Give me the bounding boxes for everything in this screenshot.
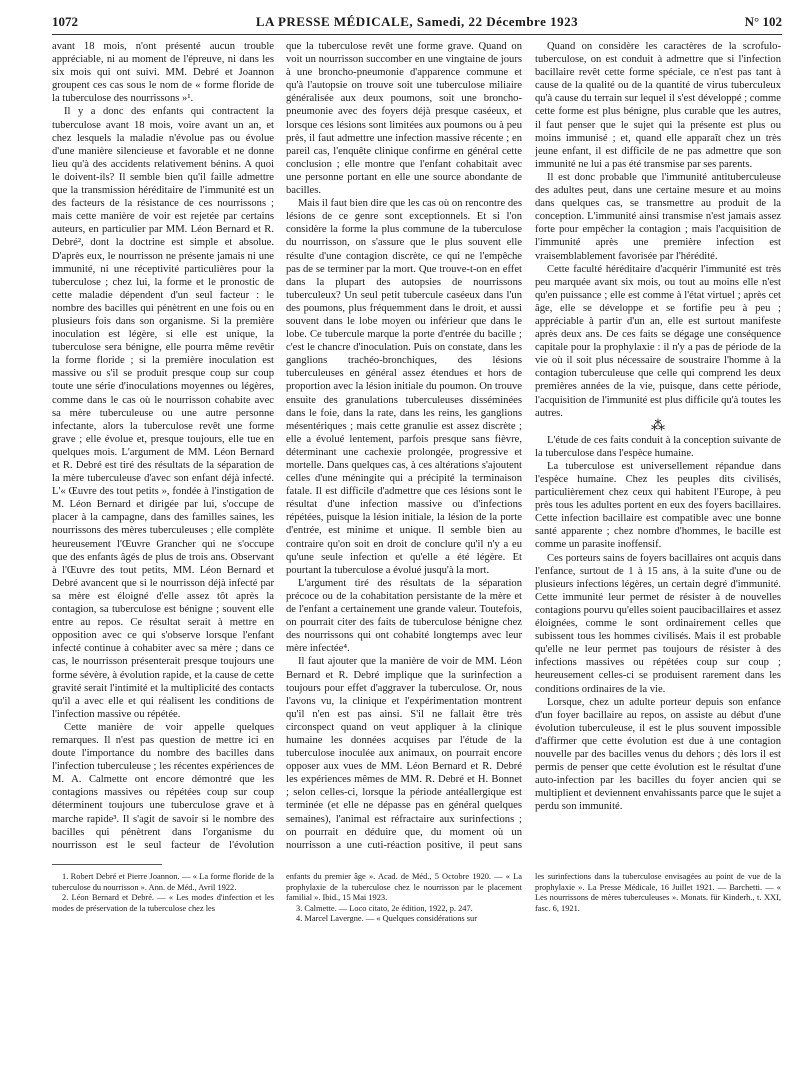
section-separator: ⁂ — [651, 418, 665, 434]
paragraph: L'étude de ces faits conduit à la conception suivante de la tuberculose dans l'espèce humaine. — [535, 434, 781, 459]
footnotes-left — [52, 872, 274, 914]
page-number: 1072 — [52, 14, 78, 29]
paragraph: Lorsque, chez un adulte porteur depuis son enfance d'un foyer bacillaire au repos, on assiste au début d'une évolution tuberculeuse, il est le plus souvent impossible d'affirmer que cette évolution est due à une contagion nouvelle par des bacilles venus du dehors ; dès lors il est permis de penser que cette évolution est le résultat d'une auto-infection par les bacilles du foyer ancien qui se multiplient et deviennent envahissants parce que le sujet a perdu son immunité. — [535, 696, 781, 813]
header-rule — [52, 34, 782, 35]
footnotes-right — [535, 872, 781, 914]
paragraph: L'argument tiré des résultats de la séparation précoce ou de la cohabitation persistante de la mère et de l'enfant a certainement une grande valeur. Toutefois, on pourrait citer des faits de tuberculose bénigne chez des nourrissons qui ont cohabité longtemps avec leur mère infectée⁴. — [286, 577, 522, 655]
paragraph: Cette manière de voir appelle quelques remarques. Il n'est pas question de mettre ici en doute l'importance du nombre des bacilles dans l'infection tuberculeuse ; les récentes expériences de M. A. Calmette ont encore démontré que les contagions massives ou répétées coup sur coup déterminent toujours une tuberculose grave et à marche rapide³. Il s'agit de savoir si le nombre des bacilles qui pénètrent dans l'organisme du nourrisson est le seul facteur de l'évolution — [52, 721, 274, 851]
paragraph: Mais il faut bien dire que les cas où on rencontre des lésions de ce genre sont exceptionnels. Et si l'on considère la forme la plus commune de la tuberculose du nourrisson, on s'assure que le plus souvent elle résulte d'une contagion discrète, ce qui ne l'empêche pas de se terminer par la mort. Que trouve-t-on en effet dans la plupart des autopsies de nourrissons tuberculeux? Un seul petit tubercule caséeux dans l'un des poumons, plus fréquemment dans le droit, et aussi souvent dans le lobe moyen ou inférieur que dans le lobe. Ce tubercule marque la porte d'entrée du bacille ; c'est le chancre d'inoculation. Puis on constate, dans les ganglions trachéo-bronchiques, des lésions tuberculeuses en général assez étendues et hors de proportion avec la lésion initiale du poumon. On trouve ensuite des granulations tuberculeuses disséminées dans le foie, dans la rate, dans les reins, les ganglions mésentériques ; mais cette granulie est assez discrète ; elle a évolué lentement, parfois presque sans fièvre, déterminant une cachexie prolongée, progressive et mortelle. Dans quelques cas, à ces altérations s'ajoutent celles d'une méningite qui a précipité la terminaison fatale. Il est difficile d'admettre que ces lésions sont le résultat d'une infection massive ou d'infections répétées, puisque la lésion initiale, la lésion de la porte d'entrée, est minime et unique. Il semble bien au contraire qu'on soit en droit de conclure qu'il n'y a eu qu'une seule infection et qu'elle a été légère. Et pourtant la tuberculose a évolué jusqu'à la mort. — [286, 198, 522, 576]
footnote: 2. Léon Bernard et Debré. — « Les modes d'infection et les modes de préservation de la tuberculose chez les — [52, 893, 274, 913]
footnote-rule — [52, 864, 162, 865]
issue-number: N° 102 — [744, 14, 782, 29]
paragraph: avant 18 mois, n'ont présenté aucun trouble appréciable, ni au moment de l'épreuve, ni dans les six mois qui ont suivi. MM. Debré et Joannon groupent ces cas sous le nom de « forme floride de la tuberculose des nourrissons »¹. — [52, 41, 274, 105]
paragraph: Cette faculté héréditaire d'acquérir l'immunité est très peu marquée avant six mois, ou tout au moins elle n'est qu'en puissance ; elle est comme à l'état virtuel ; après cet âge, elle se développe et se fortifie peu à peu ; appréciable à partir d'un an, elle est surtout manifeste après deux ans. De ces faits se dégage une conséquence capitale pour la prophylaxie : il n'y a pas de période de la vie où il soit plus nécessaire de soustraire l'homme à la contagion tuberculeuse que celle qui comprend les deux premières années de la vie, puisque, dans cette période, l'acquisition de l'immunité est plus difficile qu'à toutes les autres. — [535, 263, 781, 419]
paragraph: Il faut ajouter que la manière de voir de MM. Léon Bernard et R. Debré implique que la surinfection a toujours pour effet d'aggraver la tuberculose. Or, nous l'avons vu, la clinique et l'expérimentation montrent qu'il n'en est pas ainsi. S'il ne fallait être très circonspect quand on veut appliquer à la clinique humaine les données acquises par l'étude de la tuberculose inoculée aux animaux, on pourrait encore opposer aux vues de MM. Léon Bernard et R. Debré les expériences mêmes de MM. R. Debré et H. Bonnet ; selon celles-ci, lorsque la période antéallergique est terminée (et elle ne dépasse pas en général quelques semaines), l'animal est réfractaire aux surinfections ; on pourrait en déduire que, du moment où un nourrisson a une cuti-réaction positive, il peut sans — [286, 656, 522, 851]
paragraph: Ces porteurs sains de foyers bacillaires ont acquis dans l'enfance, surtout de 1 à 15 ans, à la suite d'une ou de plusieurs infections légères, un certain degré d'immunité. Cette immunité leur permet de résister à de nouvelles contagions pourvu qu'elles soient paucibacillaires et assez éloignées, comme le sont ordinairement celles que subissent tous les hommes civilisés. Mais il est probable qu'elle ne leur permet pas toujours de résister à des infections massives ou répétées coup sur coup ; heureusement celles-ci se produisent rarement dans les conditions ordinaires de la vie. — [535, 552, 781, 695]
footnote: enfants du premier âge ». Acad. de Méd., 5 Octobre 1920. — « La prophylaxie de la tuberculose chez le nourrisson par le placement familial ». Ibid., 15 Mai 1923. — [286, 872, 522, 903]
footnotes-middle — [286, 872, 522, 925]
paragraph: Il est donc probable que l'immunité antituberculeuse des adultes peut, dans une certaine mesure et au moins dans quelques cas, se transmettre au produit de la conception. L'immunité ainsi transmise n'est jamais assez forte pour empêcher la contagion ; mais l'acquisition de l'immunité après une première infection est vraisemblablement favorisée par l'hérédité. — [535, 171, 781, 262]
footnote: les surinfections dans la tuberculose envisagées au point de vue de la prophylaxie ». La Presse Médicale, 16 Juillet 1921. — Barchetti. — « Les nourrissons de mères tuberculeuses ». Monats. für Kinderh., t. XXI, fasc. 6, 1921. — [535, 872, 781, 913]
footnote: 4. Marcel Lavergne. — « Quelques considérations sur — [296, 914, 478, 924]
paragraph: La tuberculose est universellement répandue dans l'espèce humaine. Chez les peuples dits civilisés, particulièrement chez ceux qui habitent l'Europe, à peu près tous les adultes portent en eux des foyers bacillaires. Cette infection bacillaire est compatible avec une bonne santé apparente ; chez nombre d'hommes, le bacille est comme un parasite inoffensif. — [535, 460, 781, 551]
paragraph: que la tuberculose revêt une forme grave. Quand on voit un nourrisson succomber en une vingtaine de jours à une broncho-pneumonie d'apparence commune et qu'à l'autopsie on trouve soit une tuberculose miliaire généralisée aux deux poumons, soit une broncho-pneumonie avec des foyers déjà presque caséeux, et lorsque ces lésions sont limitées aux poumons ou à peu près, il faut admettre une infection massive récente ; en pareil cas, l'enquête clinique confirme en général cette conclusion ; elle montre que l'enfant cohabitait avec une personne portant en elle une source abondante de bacilles. — [286, 41, 522, 197]
journal-title: LA PRESSE MÉDICALE, Samedi, 22 Décembre 1923 — [255, 14, 579, 29]
paragraph: Il y a donc des enfants qui contractent la tuberculose avant 18 mois, voire avant un an, et chez lesquels la maladie n'évolue pas ou évolue d'une manière silencieuse et favorable et ne donne lieu qu'à des accidents relativement bénins. A quoi le doivent-ils? Il semble bien qu'il faille admettre que la transmission héréditaire de l'immunité est un des facteurs de la résistance de ces nourrissons ; mais cette manière de voir est rejetée par certains auteurs, en particulier par MM. Léon Bernard et R. Debré², dont la doctrine est simple et absolue. D'après eux, le nourrisson ne présente jamais ni une immunité, ni une réceptivité particulières pour la tuberculose ; chez lui, la forme et le pronostic de cette maladie dépendent d'un seul facteur : le nombre des bacilles qui pénètrent en une fois ou en plusieurs fois dans son organisme. Si la première inoculation est légère, si elle est unique, la tuberculose sera bénigne, elle pourra même revêtir la forme floride ; si la première inoculation est massive ou s'il se produit presque coup sur coup toute une série d'inoculations moyennes ou légères, comme dans le cas où le nourrisson cohabite avec sa mère tuberculeuse ou une autre personne infectante, alors la tuberculose revêt une forme grave ; elle évolue et, presque toujours, elle tue en quelques mois. L'argument de MM. Léon Bernard et R. Debré est tiré des résultats de la séparation de la mère tuberculeuse d'avec son enfant déjà infecté. L'« Œuvre des tout petits », fondée à l'instigation de M. Léon Bernard et dirigée par lui, s'occupe de placer à la campagne, dans des familles saines, les nourrissons des mères tuberculeuses ; elle complète heureusement l'Œuvre Grancher qui ne s'occupe que des enfants âgés de plus de trois ans. Observant à l'Œuvre des tout petits, MM. Léon Bernard et Debré avancent que si le nourrisson déjà infecté par sa mère est éloigné d'elle assez tôt après la contagion, sa tuberculose est bénigne ; souvent elle entre au repos. Ce résultat serait à mettre en opposition avec ce qui s'observe lorsque l'enfant infecté continue à cohabiter avec sa mère ; dans ce cas, le nourrisson présenterait presque toujours une forme sévère, à évolution rapide, et la cause de cette gravité serait l'intimité et la multiplicité des contacts qu'il a avec elle et qui réalisent les conditions de l'infection massive ou répétée. — [52, 106, 274, 720]
paragraph: Quand on considère les caractères de la scrofulo-tuberculose, on est conduit à admettre que si l'infection bacillaire revêt cette forme spéciale, ce n'est pas tant à cause de la qualité ou de la quantité de virus tuberculeux qu'à cause du terrain sur lequel il s'est développé ; comme cette forme est plus bénigne, plus curable que les autres, il faut penser que le sujet qui la présente est plus ou moins immunisé ; et, quand elle apparaît chez un très jeune enfant, il est difficile de ne pas admettre que son immunité ne lui a pas été transmise par ses parents. — [535, 41, 781, 170]
column-right — [535, 40, 781, 852]
page-header — [52, 14, 782, 36]
footnote: 1. Robert Debré et Pierre Joannon. — « La forme floride de la tuberculose du nourrisson ». Ann. de Méd., Avril 1922. — [52, 872, 274, 892]
column-left — [52, 40, 274, 852]
footnote: 3. Calmette. — Loco citato, 2e édition, 1922, p. 247. — [296, 903, 473, 913]
column-middle — [286, 40, 522, 852]
